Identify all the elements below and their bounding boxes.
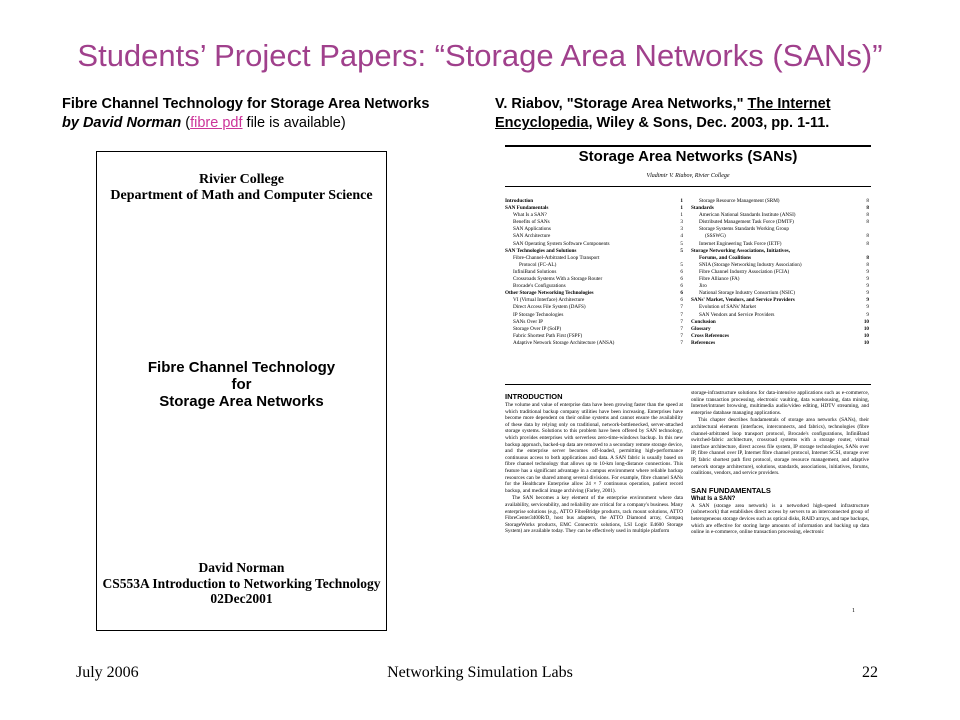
fundamentals-paragraph: A SAN (storage area network) is a networked high-speed infrastructure (subnetwork) that establishes direct access by servers to an interconnected group of heterogeneous storage devices such as optical disks, RAID arrays, and tape backups, which are effective for storing large amounts of information and backing up data online in e-commerce, online transaction processing, electronic [691, 502, 869, 536]
paper-right-column [691, 390, 869, 537]
toc-entry-label: Internet Engineering Task Force (IETF) [699, 240, 782, 247]
cover-title [97, 359, 386, 410]
toc-entry-label: Forums, and Coalitions [699, 254, 752, 261]
toc-entry-page: 6 [680, 268, 683, 275]
toc-entry-page: 1 [680, 205, 683, 212]
toc-entry-page: 1 [680, 198, 683, 204]
intro-paragraph-1: The volume and value of enterprise data have been growing faster than the speed at which traditional backup company utilities have been increasing. Enterprises have become more dependent on their online systems and cannot ensure the availability of these data by relying only on traditional, network-bottlenecked, server-attached storage systems. Solutions to this problem have been offered by SAN technology, which provides enterprises with serverless zero-time-windows backup. In this new backup approach, backed-up data are removed to a secondary remote storage device, and the enterprise server becomes off-loaded, permitting high-performance continuous access to both applications and data. A SAN fabric is usually based on fibre channel technology that allows up to 10-km long-distance connections. This feature has a significant advantage in a campus environment where reliable backup resources can be shared among several divisions. For example, fibre channel SANs for the Healthcare Enterprise allow 24 × 7 continuous operation, patient record backup, and medical image archiving (Farley, 2001). [505, 402, 683, 494]
toc-entry-label: Jiro [699, 283, 707, 290]
toc-entry [691, 233, 869, 240]
cover-institution [97, 172, 386, 204]
toc-entry-label: SAN Operating System Software Components [513, 240, 610, 247]
toc-entry-label: Introduction [505, 198, 534, 204]
toc-entry-label: VI (Virtual Interface) Architecture [513, 297, 585, 304]
toc-entry-page: 7 [680, 332, 683, 339]
toc-entry-label: Storage Resource Management (SRM) [699, 198, 780, 204]
toc-entry-label: SAN Architecture [513, 233, 551, 240]
toc-entry-page: 9 [866, 311, 869, 318]
toc-entry-page: 6 [680, 290, 683, 297]
toc-entry-page: 6 [680, 297, 683, 304]
footer-page-number: 22 [862, 664, 878, 681]
toc-entry-label: Brocade's Configurations [513, 283, 566, 290]
toc-entry [505, 219, 683, 226]
author-byline: by David Norman [62, 115, 182, 131]
toc-entry-page: 9 [866, 297, 869, 304]
cover-title-line1: Fibre Channel Technology [147, 359, 336, 376]
toc-entry [691, 219, 869, 226]
cover-college: Rivier College [199, 172, 284, 187]
toc-entry-page: 9 [866, 276, 869, 283]
toc-entry [691, 248, 869, 255]
toc-entry-label: Crossroads Systems With a Storage Router [513, 276, 603, 283]
toc-entry-label: Benefits of SANs [513, 219, 550, 226]
toc-entry [691, 333, 869, 340]
toc-entry-page: 10 [863, 332, 869, 339]
toc-entry [691, 269, 869, 276]
paper-toc-rule [505, 384, 871, 385]
toc-entry-page: 5 [680, 247, 683, 254]
footer-date: July 2006 [76, 664, 139, 681]
toc-right [691, 198, 869, 347]
toc-entry-label: Storage Over IP (SoIP) [513, 325, 562, 332]
paper-page-image [505, 140, 871, 618]
toc-entry [505, 248, 683, 255]
toc-entry-page: 8 [866, 198, 869, 204]
toc-entry-page: 7 [680, 304, 683, 311]
footer-center: Networking Simulation Labs [387, 664, 573, 681]
toc-entry [505, 326, 683, 333]
toc-entry-label: References [691, 339, 716, 346]
toc-entry-page: 8 [866, 233, 869, 240]
toc-entry-label: SANs' Market, Vendors, and Service Providers [691, 297, 795, 304]
right-paragraph-1: storage-infrastructure solutions for data-intensive applications such as e-commerce, online transaction processing, electronic vaulting, data warehousing, data mining, Internet/intranet browsing, multimedia audio/video editing, HDTV streaming, and enterprise database managing applications. [691, 390, 869, 416]
toc-entry-label: Storage Networking Associations, Initiatives, [691, 247, 790, 254]
toc-entry-label: Direct Access File System (DAFS) [513, 304, 586, 311]
fundamentals-heading: SAN FUNDAMENTALS [691, 485, 771, 495]
toc-entry-page: 9 [866, 290, 869, 297]
toc-entry-page: 7 [680, 339, 683, 346]
right-caption [495, 95, 905, 133]
toc-entry [505, 233, 683, 240]
toc-entry [505, 333, 683, 340]
toc-entry [505, 340, 683, 347]
paper-title: Storage Area Networks (SANs) [578, 148, 798, 165]
toc-entry-page: 1 [680, 212, 683, 219]
toc-entry-label: Fibre-Channel-Arbitrated Loop Transport [513, 254, 600, 261]
toc-entry-page: 5 [680, 240, 683, 247]
paren-open: ( [181, 115, 191, 131]
toc-entry [691, 304, 869, 311]
intro-paragraph-2: The SAN becomes a key element of the enterprise environment where data availability, serviceability, and reliability are critical for a company's business. Many enterprise solutions (e.g., ATTO FibreBridge products, rack mount solutions, ATTO FibreCenter3400R/D, host bus adapters, the ATTO Diamond array, Compaq StorageWorks products, EMC Connectrix solutions, LSI Logic E4600 Storage System) are available today. They can be effectively used in multiple platform [505, 495, 683, 535]
encyclopedia-link-part2[interactable]: Encyclopedia [495, 115, 589, 131]
fibre-pdf-link[interactable]: fibre pdf [190, 115, 243, 131]
right-paragraph-2: This chapter describes fundamentals of storage area networks (SANs), their architectural elements (interfaces, interconnects, and fabrics), technologies (fibre channel-arbitrated loop transport protocol, Brocade's configurations, InfiniBand switched-fabric architecture, crossroad systems with a storage router, virtual interface architecture, direct access file system, IP storage technologies, SANs over IP, fibre channel over IP, Internet fibre channel protocol, Internet SCSI, storage over IP, fabric shortest path first protocol, storage resource management, and adaptive network storage architecture), solutions, standards, associations, initiatives, forums, coalitions, vendors, and service providers. [691, 417, 869, 477]
citation-text: V. Riabov, "Storage Area Networks," [495, 96, 748, 112]
toc-entry-label: Glossary [691, 325, 711, 332]
toc-entry-label: SAN Technologies and Solutions [505, 247, 577, 254]
toc-entry [505, 283, 683, 290]
toc-entry-page: 10 [863, 325, 869, 332]
toc-entry-page: 8 [866, 219, 869, 226]
toc-entry [691, 198, 869, 205]
toc-entry-page: 10 [863, 339, 869, 346]
cover-title-line3: Storage Area Networks [159, 393, 324, 410]
toc-entry-page: 9 [866, 283, 869, 290]
toc-entry-page: 3 [680, 219, 683, 226]
toc-entry [505, 226, 683, 233]
toc-entry-label: SAN Vendors and Service Providers [699, 311, 775, 318]
toc-entry-page: 8 [866, 205, 869, 212]
toc-entry-label: Adaptive Network Storage Architecture (ANSA) [513, 339, 615, 346]
toc-entry [505, 205, 683, 212]
toc-entry-label: SAN Fundamentals [505, 205, 549, 212]
cover-author: David Norman [198, 560, 285, 575]
pdf-note: file is available) [242, 115, 346, 131]
encyclopedia-link-part1[interactable]: The Internet [747, 96, 831, 112]
toc-entry-label: Evolution of SANs' Market [699, 304, 756, 311]
toc-entry-page: 8 [866, 261, 869, 268]
toc-entry-label: IP Storage Technologies [513, 311, 564, 318]
fundamentals-subheading: What Is a SAN? [691, 495, 736, 502]
intro-heading: INTRODUCTION [505, 392, 563, 401]
toc-entry-label: Storage Systems Standards Working Group [699, 226, 789, 233]
paper-left-column [505, 392, 683, 536]
toc-entry-label: SANs Over IP [513, 318, 543, 325]
toc-entry-page: 9 [866, 304, 869, 311]
toc-entry-page: 7 [680, 311, 683, 318]
paper-author: Vladimir V. Riabov, Rivier College [646, 173, 730, 179]
paper-title-rule [505, 186, 871, 187]
toc-entry-page: 7 [680, 325, 683, 332]
toc-entry-page: 4 [680, 233, 683, 240]
toc-entry [505, 319, 683, 326]
paper-top-rule [505, 145, 871, 147]
toc-entry-page: 10 [863, 318, 869, 325]
left-caption-line1: Fibre Channel Technology for Storage Area Networks [62, 96, 430, 112]
toc-entry [691, 290, 869, 297]
toc-entry-label: Fibre Alliance (FA) [699, 276, 740, 283]
citation-publisher: , Wiley & Sons, Dec. 2003, pp. 1-11. [588, 115, 830, 131]
toc-entry [505, 304, 683, 311]
toc-entry [505, 312, 683, 319]
slide-title: Students’ Project Papers: “Storage Area Networks (SANs)” [77, 38, 883, 73]
toc-entry-label: Fibre Channel Industry Association (FCIA) [699, 268, 790, 275]
paper-page-number: 1 [852, 608, 855, 614]
toc-entry [691, 276, 869, 283]
toc-entry-label: InfiniBand Solutions [513, 268, 557, 275]
left-caption-line2 [62, 114, 429, 133]
toc-entry-label: SAN Applications [513, 226, 551, 233]
toc-entry [691, 262, 869, 269]
toc-entry [691, 340, 869, 347]
toc-entry-label: National Storage Industry Consortium (NSIC) [699, 290, 795, 297]
toc-entry-page: 6 [680, 283, 683, 290]
toc-entry-label: Cross References [691, 332, 729, 339]
toc-entry-page: 7 [680, 318, 683, 325]
toc-entry [505, 255, 683, 262]
toc-entry-label: Standards [691, 205, 714, 212]
toc-entry-label: Conclusion [691, 318, 716, 325]
toc-entry-label: American National Standards Institute (ANSI) [699, 212, 796, 219]
toc-entry [505, 198, 683, 205]
toc-entry-label: Other Storage Networking Technologies [505, 290, 594, 297]
cover-department: Department of Math and Computer Science [110, 188, 373, 203]
toc-entry-label: (SSSWG) [705, 233, 726, 240]
left-caption [62, 95, 429, 133]
toc-entry [505, 241, 683, 248]
toc-entry-page: 8 [866, 240, 869, 247]
cover-title-line2: for [231, 376, 252, 393]
cover-course: CS553A Introduction to Networking Technology [102, 575, 381, 591]
toc-entry-page: 8 [866, 254, 869, 261]
toc-entry [505, 269, 683, 276]
toc-entry-label: What Is a SAN? [513, 212, 547, 219]
cover-author-block [97, 560, 386, 607]
toc-entry-page: 9 [866, 268, 869, 275]
cover-date: 02Dec2001 [210, 591, 273, 606]
toc-entry [691, 326, 869, 333]
toc-entry-label: Protocol (FC-AL) [519, 261, 557, 268]
toc-entry [691, 312, 869, 319]
toc-entry-label: Distributed Management Task Force (DMTF) [699, 219, 794, 226]
cover-page-image [96, 151, 387, 631]
toc-entry-label: Fabric Shortest Path First (FSPF) [513, 332, 583, 339]
toc-entry-page: 3 [680, 226, 683, 233]
toc-entry [691, 255, 869, 262]
toc-entry [691, 241, 869, 248]
toc-entry [691, 319, 869, 326]
toc-entry-label: SNIA (Storage Networking Industry Association) [699, 261, 802, 268]
toc-entry-page: 6 [680, 276, 683, 283]
toc-entry-page: 8 [866, 212, 869, 219]
toc-left [505, 198, 683, 347]
toc-entry [505, 262, 683, 269]
toc-entry-page: 5 [680, 261, 683, 268]
